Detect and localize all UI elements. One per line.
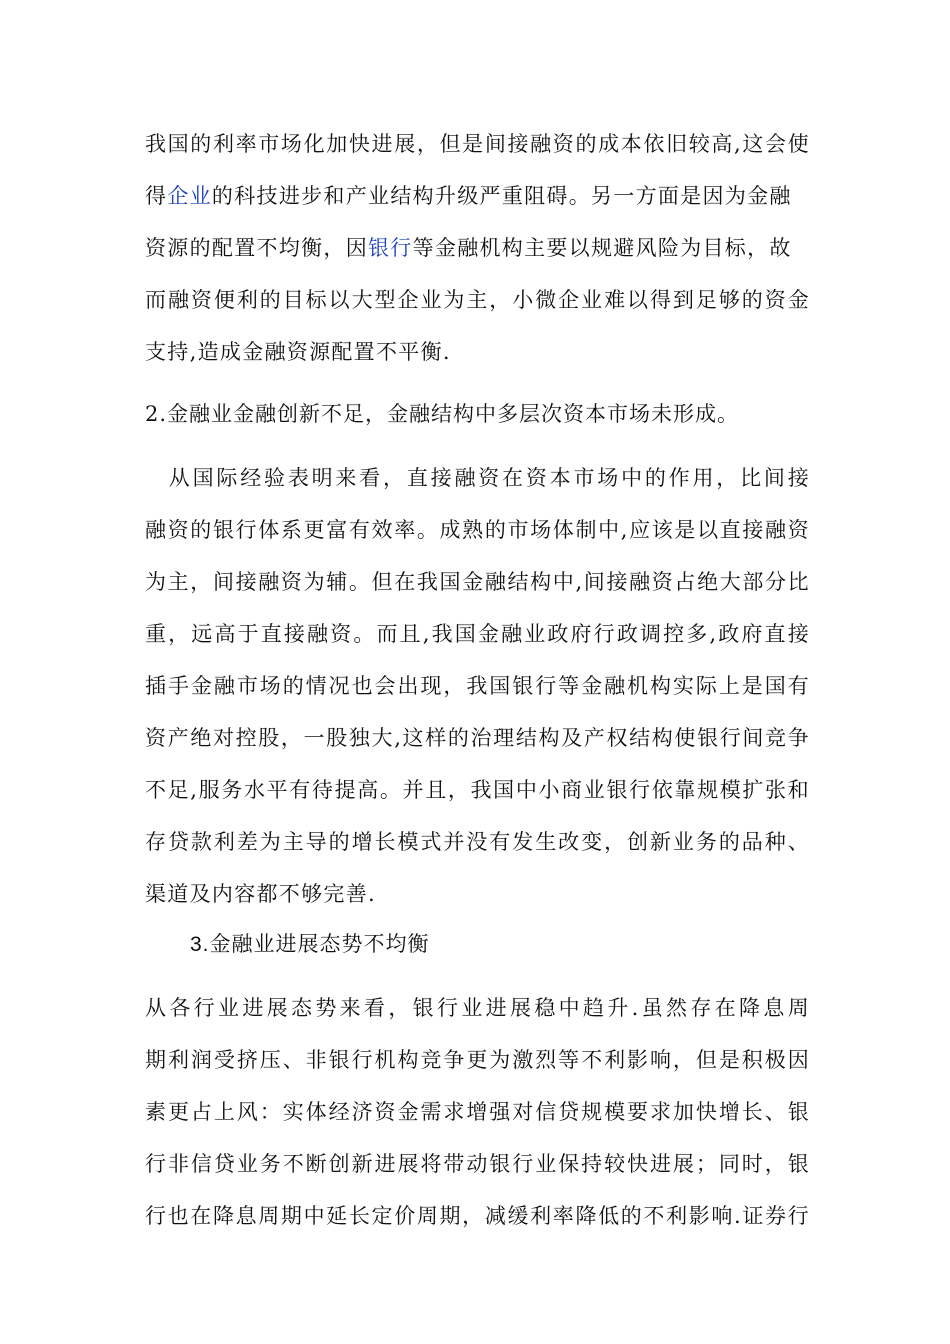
paragraph-2 — [145, 452, 810, 920]
paragraph2-line-2: 融资的银行体系更富有效率。成熟的市场体制中,应该是以直接融资 — [145, 518, 810, 542]
paragraph-1-line-3-start: 资源的配置不均衡，因 — [145, 236, 368, 260]
section-heading-3: 3.金融业进展态势不均衡 — [190, 933, 430, 956]
paragraph2-line-1: 从国际经验表明来看，直接融资在资本市场中的作用，比间接 — [145, 466, 810, 490]
paragraph2-line-9: 渠道及内容都不够完善. — [145, 882, 376, 906]
bank-link[interactable]: 银行 — [368, 236, 413, 260]
paragraph2-line-7: 不足,服务水平有待提高。并且，我国中小商业银行依靠规模扩张和 — [145, 778, 810, 802]
enterprise-link[interactable]: 企业 — [167, 184, 212, 208]
paragraph-1 — [145, 118, 810, 378]
paragraph2-line-3: 为主，间接融资为辅。但在我国金融结构中,间接融资占绝大部分比 — [145, 570, 810, 594]
paragraph-1-line-2-end: 的科技进步和产业结构升级严重阻碍。另一方面是因为金融 — [211, 184, 792, 208]
section-heading-2: 2.金融业金融创新不足，金融结构中多层次资本市场未形成。 — [145, 402, 740, 426]
paragraph2-line-6: 资产绝对控股，一股独大,这样的治理结构及产权结构使银行间竞争 — [145, 726, 810, 750]
paragraph-3 — [145, 982, 810, 1242]
paragraph2-line-5: 插手金融市场的情况也会出现，我国银行等金融机构实际上是国有 — [145, 674, 810, 698]
paragraph2-line-8: 存贷款利差为主导的增长模式并没有发生改变，创新业务的品种、 — [145, 830, 810, 854]
paragraph-1-line-3 — [145, 222, 810, 274]
paragraph-1-line-5: 支持,造成金融资源配置不平衡. — [145, 340, 451, 364]
paragraph-1-line-2-start: 得 — [145, 184, 168, 208]
paragraph3-line-5: 行也在降息周期中延长定价周期，减缓利率降低的不利影响.证券行 — [145, 1204, 810, 1228]
paragraph2-line-4: 重，远高于直接融资。而且,我国金融业政府行政调控多,政府直接 — [145, 622, 810, 646]
paragraph3-line-4: 行非信贷业务不断创新进展将带动银行业保持较快进展；同时，银 — [145, 1152, 810, 1176]
paragraph-1-line-2 — [145, 170, 810, 222]
paragraph-1-line-3-end: 等金融机构主要以规避风险为目标，故 — [412, 236, 792, 260]
paragraph-1-line-4: 而融资便利的目标以大型企业为主，小微企业难以得到足够的资金 — [145, 288, 810, 312]
paragraph-1-line-1: 我国的利率市场化加快进展，但是间接融资的成本依旧较高,这会使 — [145, 132, 810, 156]
paragraph3-line-1: 从各行业进展态势来看，银行业进展稳中趋升.虽然存在降息周 — [145, 996, 810, 1020]
paragraph3-line-2: 期利润受挤压、非银行机构竞争更为激烈等不利影响，但是积极因 — [145, 1048, 810, 1072]
paragraph3-line-3: 素更占上风：实体经济资金需求增强对信贷规模要求加快增长、银 — [145, 1100, 810, 1124]
